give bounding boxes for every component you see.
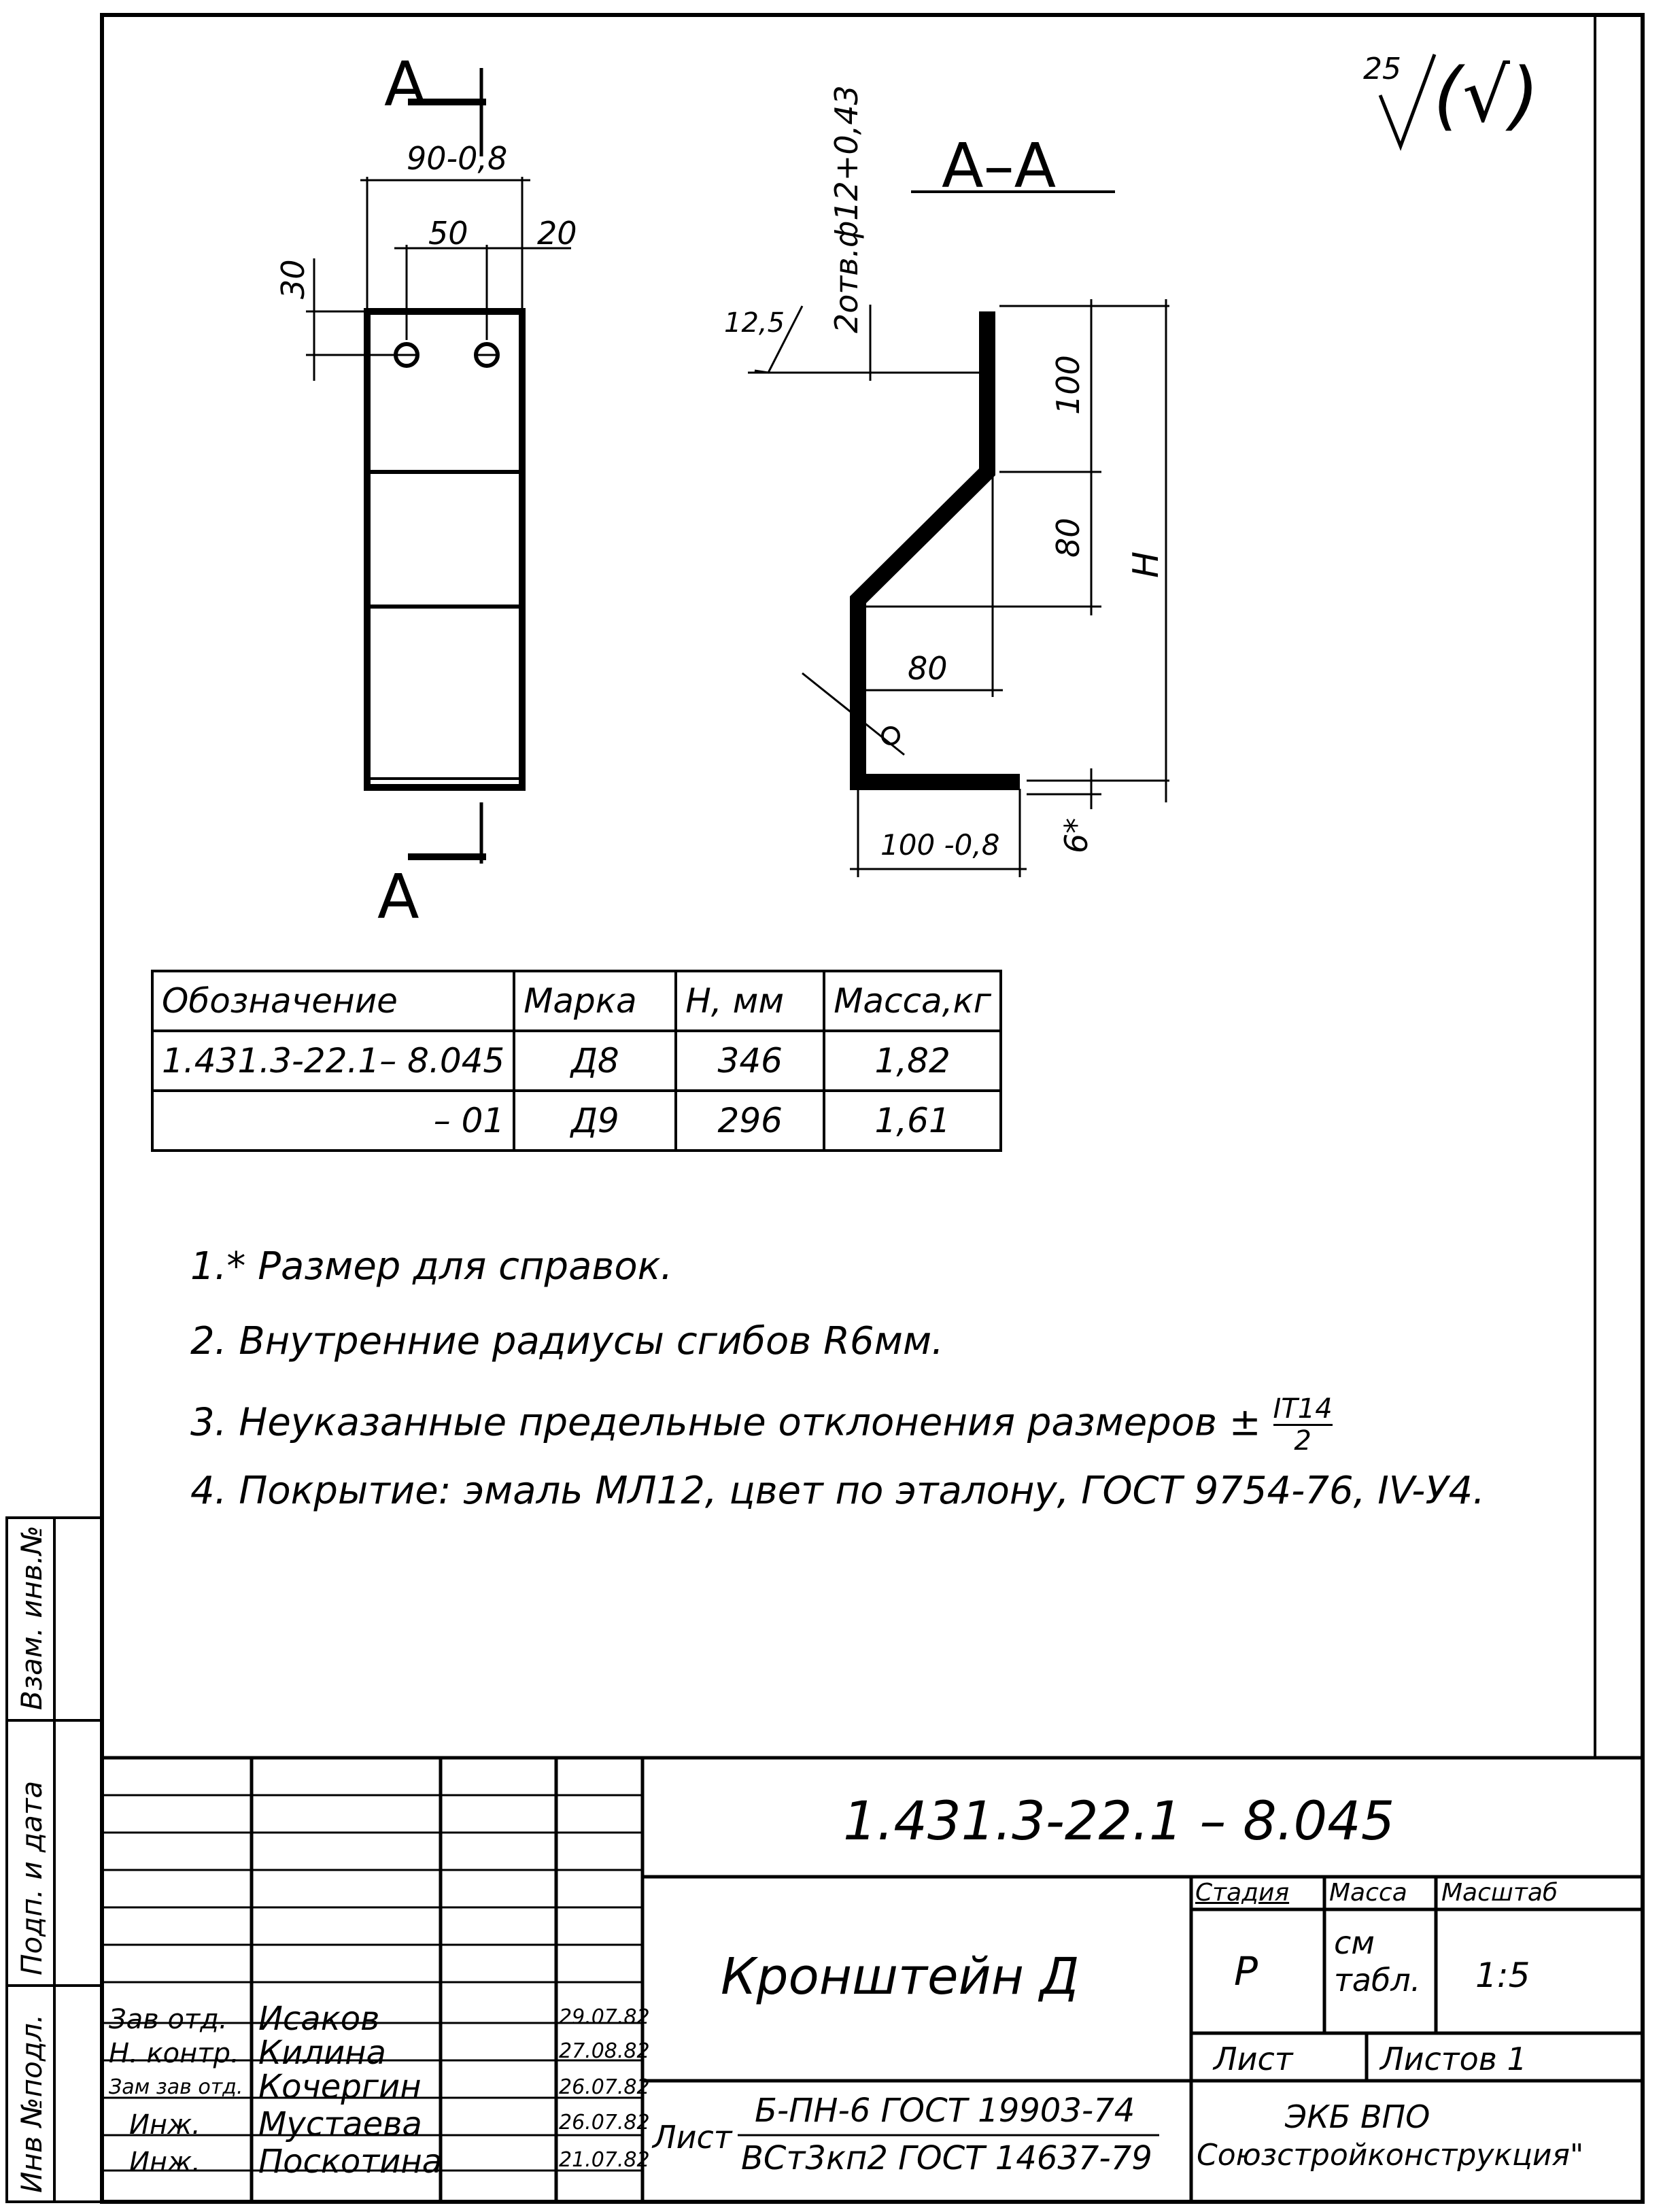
signer-name: Кочергин [258, 2068, 422, 2106]
scale-value: 1:5 [1475, 1956, 1530, 1995]
dim-top-to-hole: 30 [275, 259, 311, 299]
notes-list [190, 1244, 1485, 1544]
org-line2: Союзстройконструкция" [1197, 2138, 1584, 2173]
material-top: Б-ПН-6 ГОСТ 19903-74 [755, 2092, 1135, 2130]
cut-label-bottom: A [377, 862, 419, 933]
table-header-row [152, 971, 1001, 1031]
signer-name: Мустаева [258, 2105, 422, 2143]
cell-grade: Д9 [514, 1091, 676, 1151]
mass-value: см табл. [1334, 1924, 1421, 1999]
signer-date: 27.08.82 [559, 2039, 650, 2063]
cut-label-top: A [384, 49, 426, 120]
note-item: 1.* Размер для справок. [190, 1244, 673, 1289]
mass-header: Масса [1329, 1879, 1407, 1907]
signer-role: Инж. [129, 2147, 201, 2178]
signer-name: Килина [258, 2034, 386, 2072]
cell-designation: – 01 [152, 1091, 514, 1151]
sheet-label: Лист [1214, 2041, 1293, 2077]
cell-height: 346 [676, 1031, 824, 1091]
cell-designation: 1.431.3-22.1– 8.045 [152, 1031, 514, 1091]
signer-date: 26.07.82 [559, 2111, 650, 2134]
signer-role: Н. контр. [109, 2038, 239, 2069]
dim-incline-offset: 80 [908, 650, 948, 687]
dim-hole-spacing: 50 [428, 215, 468, 252]
note-item [190, 1394, 1485, 1469]
spec-table [151, 970, 1002, 1152]
sheets-label: Листов 1 [1380, 2041, 1527, 2077]
dim-upper-leg: 100 [1050, 355, 1086, 415]
dim-width: 90-0,8 [407, 140, 508, 177]
signer-name: Исаков [258, 2000, 380, 2038]
stamp-sign-date: Подп. и дата [15, 1780, 48, 1975]
signer-date: 29.07.82 [559, 2005, 650, 2029]
stage-value: Р [1234, 1948, 1258, 1994]
dim-base-length: 100 -0,8 [880, 828, 1000, 862]
signer-name: Поскотина [258, 2143, 443, 2181]
dim-thickness: 6* [1058, 817, 1095, 853]
scale-header: Масштаб [1441, 1879, 1558, 1907]
roughness-paren: (√) [1433, 52, 1539, 139]
header-grade: Марка [514, 971, 676, 1031]
dim-holes-note: 2отв.ф12+0,43 [828, 85, 865, 333]
signer-role: Зам зав отд. [109, 2075, 243, 2099]
table-row [152, 1091, 1001, 1151]
note-fraction: $\frac{IT14}{2}$ [1273, 1393, 1333, 1457]
doc-number: 1.431.3-22.1 – 8.045 [843, 1791, 1395, 1852]
dim-overall-height: H [1126, 551, 1167, 578]
header-mass: Масса,кг [824, 971, 1001, 1031]
header-height: Н, мм [676, 971, 824, 1031]
signer-role: Инж. [129, 2109, 201, 2141]
note-text: 3. Неуказанные предельные отклонения размеров ± [190, 1400, 1261, 1445]
section-title: A–A [942, 131, 1057, 202]
cell-mass: 1,61 [824, 1091, 1001, 1151]
material-bottom: ВСт3кп2 ГОСТ 14637-79 [741, 2139, 1152, 2177]
stamp-replacement-inv: Взам. инв.№ [15, 1525, 48, 1710]
cell-height: 296 [676, 1091, 824, 1151]
header-designation: Обозначение [152, 971, 514, 1031]
front-view [306, 68, 571, 864]
signer-date: 21.07.82 [559, 2148, 650, 2172]
dim-roughness-local: 12,5 [724, 307, 785, 339]
stage-header: Стадия [1195, 1879, 1290, 1907]
note-item: 2. Внутренние радиусы сгибов R6мм. [190, 1319, 944, 1363]
cell-grade: Д8 [514, 1031, 676, 1091]
cell-mass: 1,82 [824, 1031, 1001, 1091]
material-prefix: Лист [653, 2119, 732, 2156]
org-line1: ЭКБ ВПО [1285, 2098, 1430, 2135]
note-item: 4. Покрытие: эмаль МЛ12, цвет по эталону, ГОСТ 9754-76, IV-У4. [190, 1469, 1485, 1513]
dim-edge-to-hole: 20 [537, 215, 577, 252]
dim-incline-height: 80 [1050, 517, 1086, 558]
roughness-value: 25 [1363, 52, 1401, 86]
table-row [152, 1031, 1001, 1091]
signer-date: 26.07.82 [559, 2075, 650, 2099]
signer-role: Зав отд. [109, 2004, 228, 2035]
part-name: Кронштейн Д [721, 1947, 1080, 2006]
stamp-original-inv: Инв №подл. [15, 2013, 48, 2193]
